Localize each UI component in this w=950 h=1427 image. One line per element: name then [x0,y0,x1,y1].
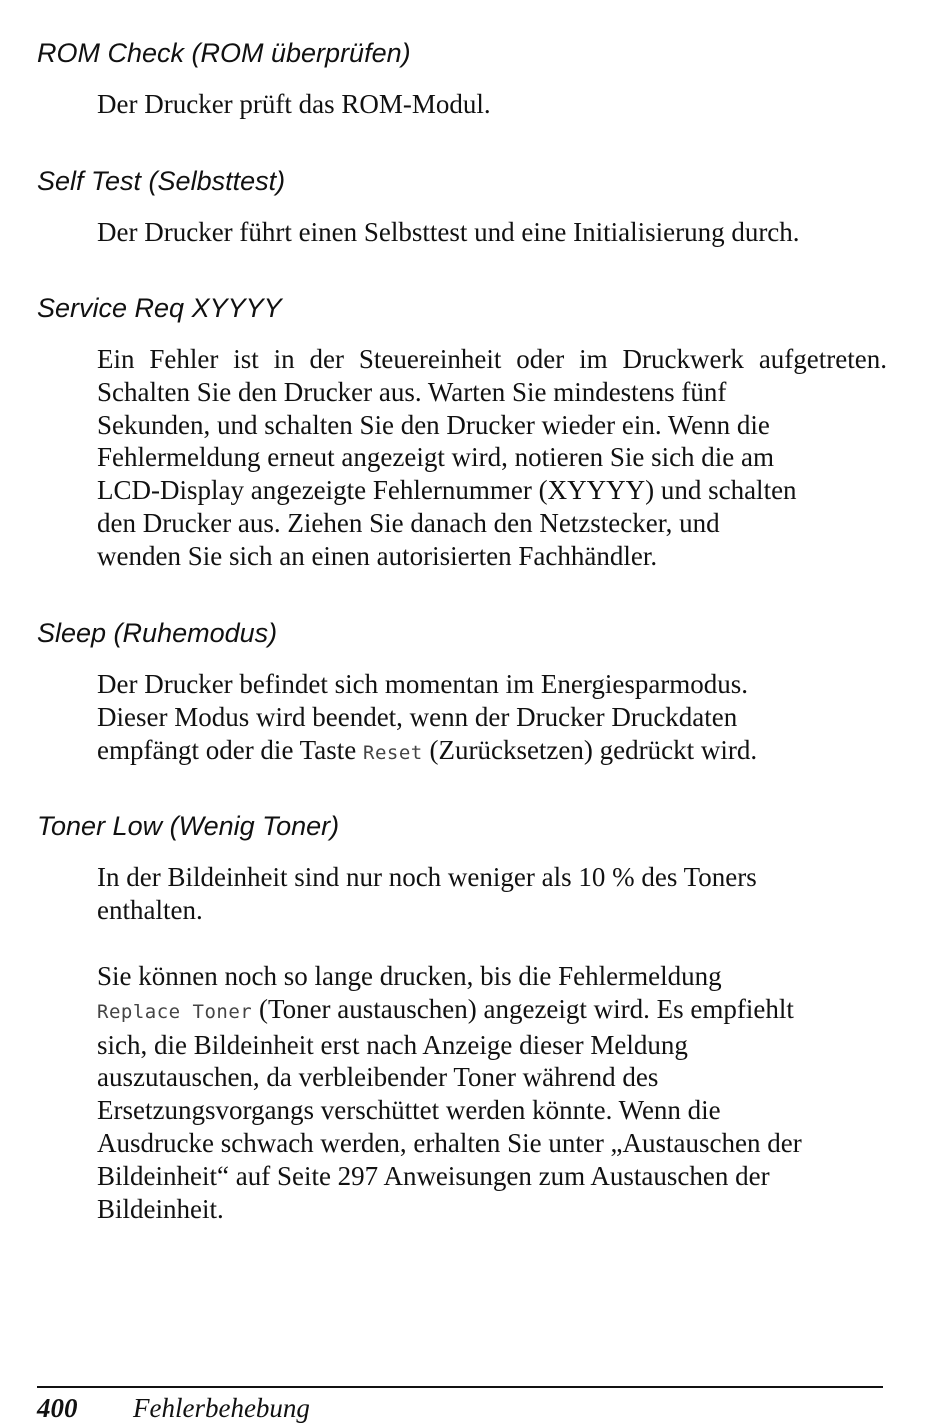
page-number: 400 [37,1393,78,1423]
lcd-message-reset: Reset [363,741,423,764]
body-toner-low-2 [97,960,887,1225]
body-line: Ersetzungsvorgangs verschüttet werden könnte. Wenn die [97,1095,721,1126]
body-line: Ausdrucke schwach werden, erhalten Sie unter „Austauschen der [97,1127,802,1158]
heading-self-test: Self Test (Selbsttest) [37,166,286,196]
body-text: (Zurücksetzen) gedrückt wird. [422,734,758,765]
body-self-test [97,216,887,249]
body-text: (Toner austauschen) angezeigt wird. Es empfiehlt [252,993,794,1024]
body-line: Der Drucker führt einen Selbsttest und eine Initialisierung durch. [97,217,800,247]
lcd-message-replace-toner: Replace Toner [97,1000,253,1023]
body-line: Bildeinheit. [97,1193,224,1224]
heading-rom-check: ROM Check (ROM überprüfen) [37,38,411,68]
heading-toner-low: Toner Low (Wenig Toner) [37,811,340,841]
body-line: enthalten. [97,894,203,925]
chapter-title: Fehlerbehebung [133,1393,310,1423]
body-line: Schalten Sie den Drucker aus. Warten Sie mindestens fünf [97,376,727,407]
body-line: Bildeinheit“ auf Seite 297 Anweisungen zum Austauschen der [97,1160,770,1191]
body-line [97,734,887,770]
body-line: Ein Fehler ist in der Steuereinheit oder im Druckwerk aufgetreten. [97,344,887,374]
body-service-req [97,343,887,573]
heading-sleep: Sleep (Ruhemodus) [37,618,278,648]
body-sleep [97,668,887,769]
body-line: Der Drucker befindet sich momentan im Energiesparmodus. [97,669,749,699]
body-line: sich, die Bildeinheit erst nach Anzeige dieser Meldung [97,1029,688,1060]
body-line: wenden Sie sich an einen autorisierten Fachhändler. [97,540,658,571]
heading-service-req: Service Req XYYYY [37,293,282,323]
body-line: Fehlermeldung erneut angezeigt wird, notieren Sie sich die am [97,442,775,473]
body-line: LCD-Display angezeigte Fehlernummer (XYYYY) und schalten [97,475,797,506]
body-line: Der Drucker prüft das ROM-Modul. [97,89,491,119]
body-rom-check [97,88,887,121]
body-toner-low-1 [97,861,887,927]
body-line: den Drucker aus. Ziehen Sie danach den Netzstecker, und [97,507,720,538]
body-line: Sekunden, und schalten Sie den Drucker wieder ein. Wenn die [97,409,770,440]
footer-divider [37,1386,883,1388]
body-line: Dieser Modus wird beendet, wenn der Drucker Druckdaten [97,701,738,732]
body-text: empfängt oder die Taste [97,734,364,765]
body-line: Sie können noch so lange drucken, bis die Fehlermeldung [97,961,722,991]
body-line: auszutauschen, da verbleibender Toner während des [97,1062,659,1093]
body-line: In der Bildeinheit sind nur noch weniger als 10 % des Toners [97,862,757,892]
body-line [97,993,887,1029]
